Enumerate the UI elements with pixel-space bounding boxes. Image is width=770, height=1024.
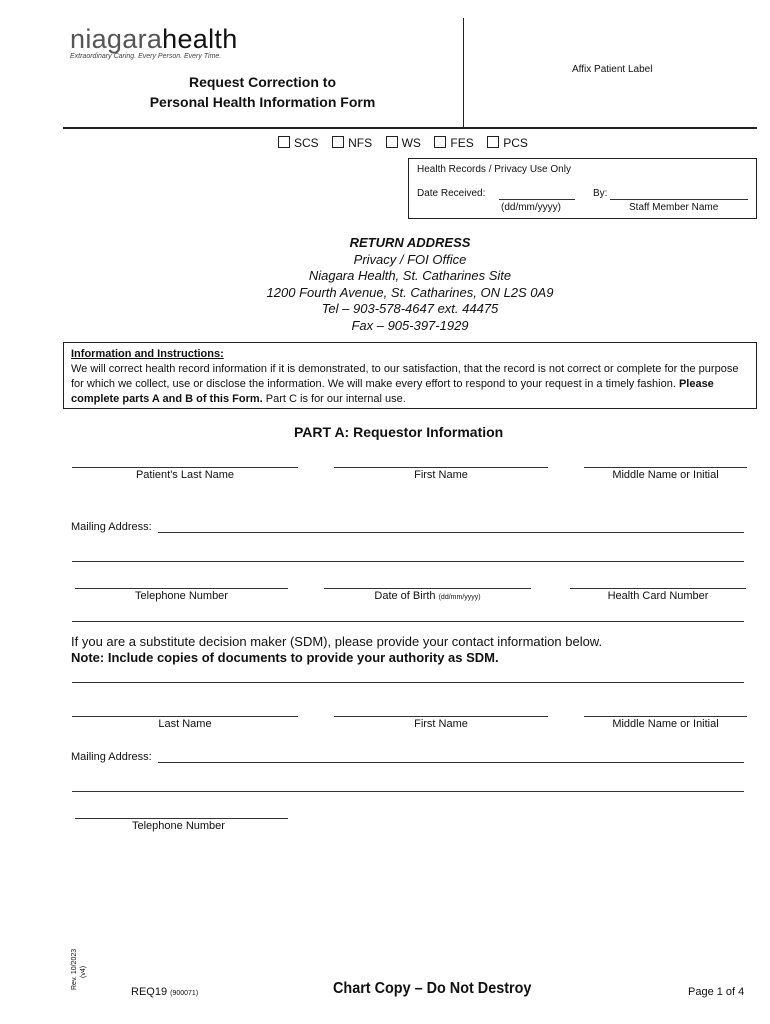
instructions-heading: Information and Instructions:	[71, 348, 224, 360]
logo-tagline: Extraordinary Caring. Every Person. Every Time.	[70, 53, 222, 60]
logo-text-health: health	[162, 24, 238, 54]
sdm-middle-name-label: Middle Name or Initial	[612, 718, 719, 730]
sdm-first-name-field[interactable]	[334, 716, 548, 717]
middle-name-field[interactable]	[584, 467, 747, 468]
page-number: Page 1 of 4	[688, 986, 745, 998]
divider-line	[72, 621, 744, 622]
logo	[70, 24, 238, 60]
patient-last-name-field[interactable]	[72, 467, 298, 468]
sdm-mailing-address-field-2[interactable]	[72, 791, 744, 792]
staff-member-field[interactable]	[610, 199, 748, 200]
site-pcs[interactable]: PCS	[487, 136, 528, 150]
sdm-telephone-label: Telephone Number	[132, 820, 225, 832]
date-format-hint: (dd/mm/yyyy)	[501, 202, 561, 213]
site-ws[interactable]: WS	[386, 136, 421, 150]
patient-last-name-label: Patient's Last Name	[135, 469, 235, 481]
sdm-last-name-field[interactable]	[72, 716, 298, 717]
office-use-heading: Health Records / Privacy Use Only	[417, 164, 571, 175]
site-checkboxes	[278, 134, 537, 152]
affix-patient-label: Affix Patient Label	[572, 64, 653, 75]
mailing-address-field-2[interactable]	[72, 561, 744, 562]
return-address	[160, 235, 660, 334]
return-address-heading: RETURN ADDRESS	[349, 235, 471, 250]
mailing-address-label: Mailing Address:	[71, 521, 152, 533]
logo-text-niagara: niagara	[70, 24, 163, 54]
health-card-label: Health Card Number	[607, 590, 709, 602]
dob-format-hint: (dd/mm/yyyy)	[438, 594, 481, 601]
header-divider	[463, 18, 464, 128]
middle-name-label: Middle Name or Initial	[612, 469, 719, 481]
checkbox-icon[interactable]	[332, 136, 344, 148]
sdm-line-field[interactable]	[72, 682, 744, 683]
checkbox-icon[interactable]	[278, 136, 290, 148]
dob-field[interactable]	[324, 588, 531, 589]
sdm-telephone-field[interactable]	[75, 818, 288, 819]
sdm-middle-name-field[interactable]	[584, 716, 747, 717]
first-name-field[interactable]	[334, 467, 548, 468]
form-code: REQ19 (900071)	[131, 986, 199, 998]
office-use-box	[408, 158, 757, 219]
return-address-line: Privacy / FOI Office	[353, 251, 467, 267]
telephone-field[interactable]	[75, 588, 288, 589]
sdm-line-1: If you are a substitute decision maker (SDM), please provide your contact information below.	[71, 634, 603, 649]
instructions-text: We will correct health record information if it is demonstrated, to our satisfaction, that the record is not correct or complete for the purpose for which we collect, use or disclose the information. We will make every effort to respond to your request in a timely fashion. Please complete parts A and B of this Form. Part C is for our internal use.	[71, 363, 739, 405]
sdm-last-name-label: Last Name	[158, 718, 212, 730]
site-fes[interactable]: FES	[434, 136, 473, 150]
dob-label: Date of Birth (dd/mm/yyyy)	[374, 590, 481, 602]
sdm-instructions	[71, 634, 602, 666]
return-address-line: 1200 Fourth Avenue, St. Catharines, ON L2S 0A9	[266, 284, 554, 300]
return-address-line: Niagara Health, St. Catharines Site	[308, 268, 512, 283]
first-name-label: First Name	[414, 469, 468, 481]
sdm-mailing-address-field[interactable]	[158, 762, 744, 763]
return-address-line: Tel – 903-578-4647 ext. 44475	[321, 301, 499, 316]
date-received-label: Date Received:	[417, 188, 486, 199]
health-card-field[interactable]	[570, 588, 746, 589]
instructions-box	[63, 342, 757, 409]
mailing-address-field[interactable]	[158, 532, 744, 533]
part-a-heading: PART A: Requestor Information	[294, 424, 504, 440]
checkbox-icon[interactable]	[386, 136, 398, 148]
date-received-field[interactable]	[499, 199, 575, 200]
chart-copy-notice: Chart Copy – Do Not Destroy	[333, 980, 532, 997]
by-label: By:	[593, 188, 608, 199]
checkbox-icon[interactable]	[434, 136, 446, 148]
revision-note: Rev. 10/2023 (v4)	[71, 948, 87, 990]
checkbox-icon[interactable]	[487, 136, 499, 148]
sdm-first-name-label: First Name	[414, 718, 468, 730]
staff-member-hint: Staff Member Name	[629, 202, 719, 213]
return-address-line: Fax – 905-397-1929	[351, 317, 469, 333]
form-title: Request Correction to Personal Health Information Form	[149, 74, 376, 110]
header-rule	[63, 127, 757, 129]
sdm-mailing-address-label: Mailing Address:	[71, 751, 152, 763]
site-scs[interactable]: SCS	[278, 136, 319, 150]
sdm-note: Note: Include copies of documents to provide your authority as SDM.	[71, 650, 499, 665]
telephone-label: Telephone Number	[135, 590, 228, 602]
site-nfs[interactable]: NFS	[332, 136, 372, 150]
